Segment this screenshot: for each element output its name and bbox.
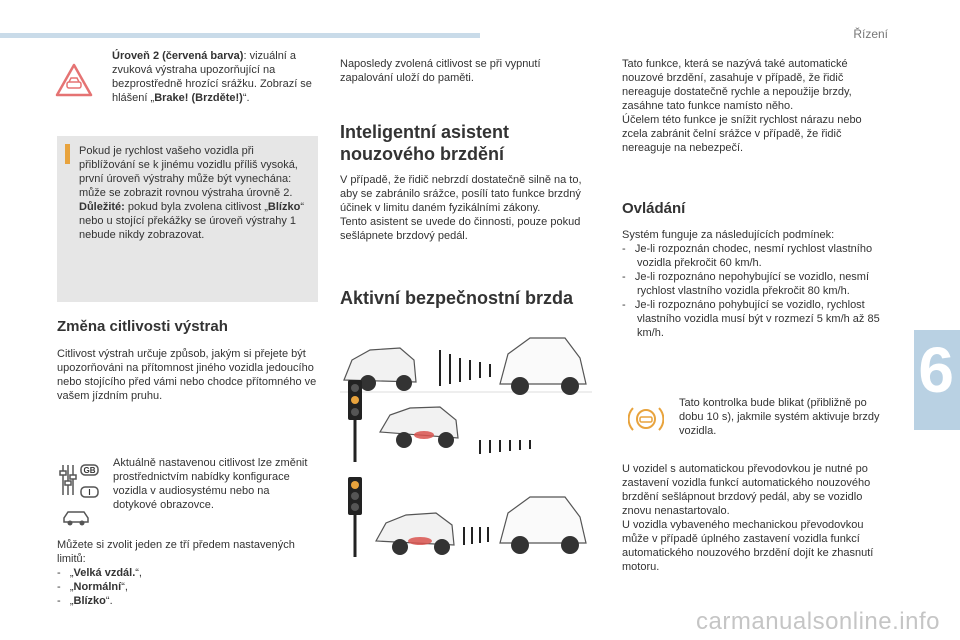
- option-close-label: Blízko: [73, 595, 106, 607]
- info-text: [79, 144, 311, 242]
- aeb-warning-lamp-icon: [628, 402, 664, 436]
- info-text-part3: “ nebo u stojící překážky se úroveň výstrahy 1 nebude nikdy zobrazovat.: [79, 201, 304, 241]
- condition-pedestrian: - Je-li rozpoznán chodec, nesmí rychlost vlastního vozidla překročit 60 km/h.: [622, 243, 873, 269]
- lamp-text: Tato kontrolka bude blikat (přibližně po dobu 10 s), jakmile systém aktivuje brzdy vozidla.: [679, 397, 880, 437]
- info-box: [57, 136, 318, 302]
- option-normal-label: Normální: [73, 581, 122, 593]
- memory-text: Naposledy zvolená citlivost se při vypnutí zapalování uloží do paměti.: [340, 58, 541, 84]
- illustration-emergency-braking: [340, 475, 592, 557]
- level2-paragraph: [112, 49, 317, 105]
- level2-label: Úroveň 2 (červená barva): [112, 50, 244, 62]
- info-blizko: Blízko: [267, 201, 301, 213]
- ieb-heading: Inteligentní asistent nouzového brzdění: [340, 122, 510, 164]
- option-far: - „Velká vzdál.“,: [57, 567, 142, 579]
- i-label: I: [88, 488, 91, 497]
- condition-moving: - Je-li rozpoznáno pohybující se vozidlo, rychlost vlastního vozidla musí být v rozmezí 5 km/h až 85 km/h.: [622, 299, 880, 339]
- info-text-part1: Pokud je rychlost vašeho vozidla při přiblížování se k jinému vozidlu příliš vysoká, první úroveň výstrahy může být vynechána: může se zobrazit rovnou výstraha úrovně 2.: [79, 145, 298, 199]
- info-icon: [65, 144, 70, 164]
- function-text: Tato funkce, která se nazývá také automatické nouzové brzdění, zasahuje v případě, že řidič nereaguje dostatečně rychle a nepoužije brzdy, zasáhne tato funkce namísto něho. Účelem této funkce je snížit rychlost nárazu nebo zcela zabránit čelní srážce v případě, že řidič nereaguje na nebezpečí.: [622, 58, 862, 154]
- top-accent-bar: [0, 33, 480, 38]
- conditions-list: [622, 228, 880, 340]
- info-important: Důležité:: [79, 201, 125, 213]
- collision-warning-red-icon: [54, 62, 94, 98]
- automatic-gearbox-text: U vozidel s automatickou převodovkou je nutné po zastavení vozidla funkcí automatického nouzového brzdění sešlápnout brzdový pedál, aby se vozidlo znovu nenastartovalo. U vozidla vybaveného mechanickou převodovkou může v případě úplného zastavení vozidla funkcí automatického nouzového brzdění dojít ke zhasnutí motoru.: [622, 463, 874, 573]
- controls-heading: Ovládání: [622, 200, 686, 217]
- level2-end: “.: [242, 92, 250, 104]
- settings-sliders-icon: [58, 461, 102, 501]
- info-text-part2: pokud byla zvolena citlivost „: [124, 201, 268, 213]
- ieb-text: V případě, že řidič nebrzdí dostatečně silně na to, aby se zabránilo srážce, posílí tato funkce brzdný účinek v limitu daném fyzikálními zákony. Tento asistent se uvede do činnosti, pouze pokud sešlápnete brzdový pedál.: [340, 174, 582, 242]
- option-far-label: Velká vzdál.: [73, 567, 136, 579]
- gb-label: GB: [83, 466, 96, 475]
- sensitivity-heading: Změna citlivosti výstrah: [57, 318, 228, 335]
- illustration-traffic-light-braking: [340, 380, 592, 462]
- brake-message: Brake! (Brzděte!): [154, 92, 243, 104]
- touchscreen-car-icon: [60, 506, 92, 530]
- conditions-intro: Systém funguje za následujících podmínek:: [622, 229, 835, 241]
- sensitivity-text: Citlivost výstrah určuje způsob, jakým si přejete být upozorňováni na přítomnost jiného vozidla jedoucího nebo stojícího před vámi nebo chodce přítomného ve vašem jízdním pruhu.: [57, 348, 317, 402]
- watermark: carmanualsonline.info: [696, 608, 940, 635]
- option-close: - „Blízko“.: [57, 595, 113, 607]
- condition-stationary: - Je-li rozpoznáno nepohybující se vozidlo, nesmí rychlost vlastního vozidla překročit 80 km/h.: [622, 271, 870, 297]
- option-normal: - „Normální“,: [57, 581, 128, 593]
- current-sensitivity-text: Aktuálně nastavenou citlivost lze změnit prostřednictvím nabídky konfigurace vozidla v audiosystému nebo na dotykové obrazovce.: [113, 457, 308, 511]
- sensitivity-options: [57, 538, 297, 608]
- options-intro: Můžete si zvolit jeden ze tří předem nastavených limitů:: [57, 539, 295, 565]
- aeb-heading: Aktivní bezpečnostní brzda: [340, 288, 574, 308]
- level2-text: : vizuální a zvuková výstraha upozorňující na bezprostředně hrozící srážku. Zobrazí se hlášení „: [112, 50, 312, 104]
- section-title: Řízení: [853, 27, 888, 41]
- chapter-number: 6: [918, 334, 954, 406]
